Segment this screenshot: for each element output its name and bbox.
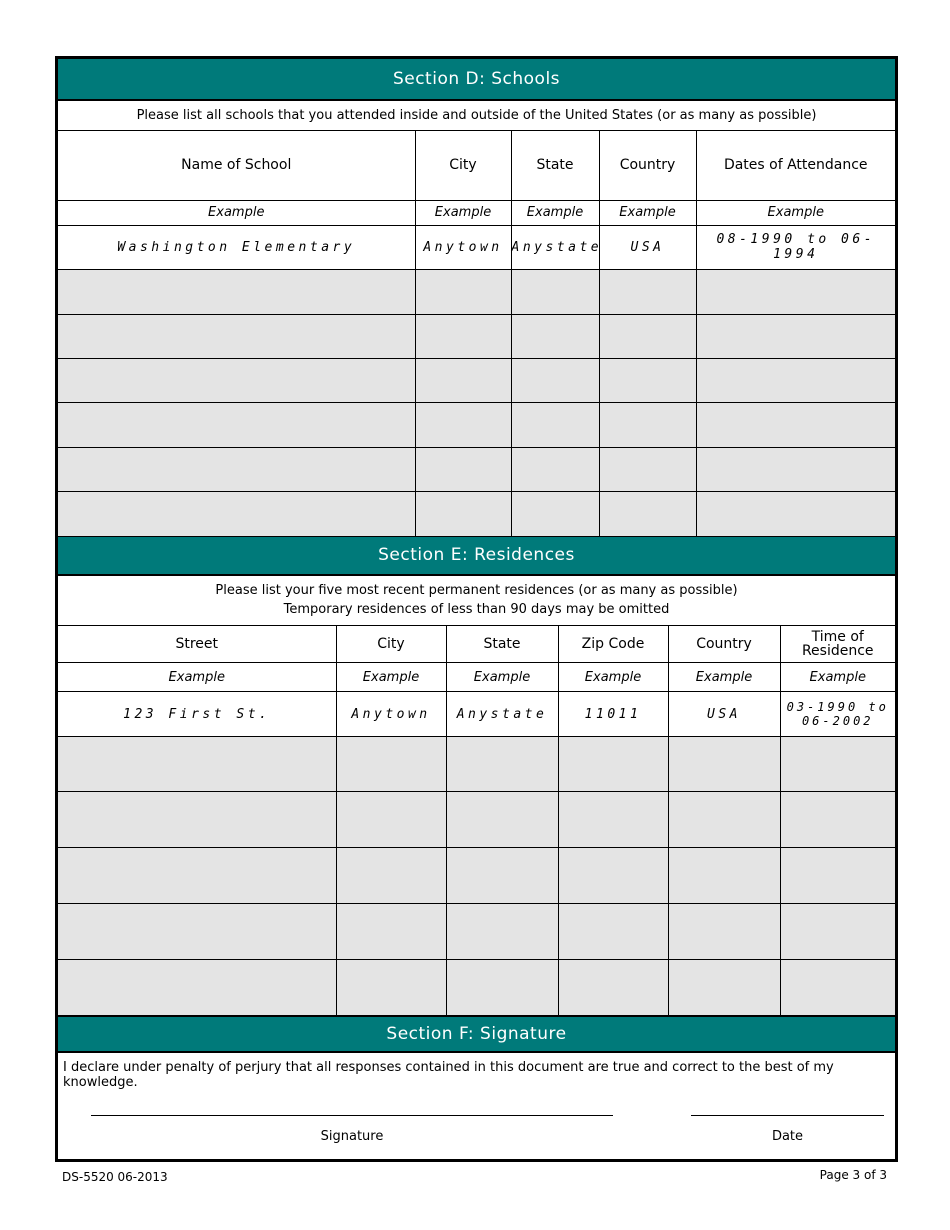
residence-zip-field[interactable]	[558, 737, 668, 792]
header-dates-of-attendance: Dates of Attendance	[696, 130, 895, 200]
residences-instruction-line2: Temporary residences of less than 90 days may be omitted	[283, 602, 670, 618]
residence-time-field[interactable]	[780, 792, 895, 848]
residence-state-field[interactable]	[446, 848, 558, 904]
school-country-field[interactable]	[599, 314, 696, 358]
table-row	[58, 269, 895, 314]
residence-country-field[interactable]	[668, 737, 780, 792]
school-city-field[interactable]	[415, 314, 511, 358]
school-dates-field[interactable]	[696, 358, 895, 402]
school-state-field[interactable]	[511, 314, 599, 358]
schools-table	[58, 101, 895, 537]
example-residence-street: 123 First St.	[58, 692, 336, 737]
school-country-field[interactable]	[599, 358, 696, 402]
example-school-state: Anystate	[511, 225, 599, 269]
residence-time-field[interactable]	[780, 960, 895, 1016]
table-row	[58, 358, 895, 402]
residence-city-field[interactable]	[336, 848, 446, 904]
header-zip-code: Zip Code	[558, 626, 668, 663]
example-school-dates: 08-1990 to 06-1994	[696, 225, 895, 269]
school-name-field[interactable]	[58, 402, 415, 447]
table-row	[58, 447, 895, 491]
residence-time-field[interactable]	[780, 904, 895, 960]
header-country: Country	[599, 130, 696, 200]
section-f-header	[58, 1016, 895, 1053]
example-residence-country: USA	[668, 692, 780, 737]
example-residence-state: Anystate	[446, 692, 558, 737]
example-school-name: Washington Elementary	[58, 225, 415, 269]
table-row	[58, 737, 895, 792]
school-dates-field[interactable]	[696, 402, 895, 447]
residence-zip-field[interactable]	[558, 904, 668, 960]
example-label: Example	[668, 663, 780, 692]
residence-country-field[interactable]	[668, 960, 780, 1016]
residence-time-field[interactable]	[780, 737, 895, 792]
example-school-city: Anytown	[415, 225, 511, 269]
school-country-field[interactable]	[599, 491, 696, 536]
example-residence-zip: 11011	[558, 692, 668, 737]
example-label: Example	[58, 663, 336, 692]
signature-line[interactable]	[91, 1115, 613, 1116]
residence-city-field[interactable]	[336, 904, 446, 960]
header-state: State	[511, 130, 599, 200]
form-page	[55, 56, 898, 1162]
declaration-text: I declare under penalty of perjury that all responses contained in this document are true and correct to the best of my knowledge.	[63, 1060, 834, 1090]
residence-zip-field[interactable]	[558, 792, 668, 848]
school-state-field[interactable]	[511, 402, 599, 447]
school-state-field[interactable]	[511, 447, 599, 491]
residence-city-field[interactable]	[336, 737, 446, 792]
school-name-field[interactable]	[58, 314, 415, 358]
table-row	[58, 491, 895, 536]
header-country: Country	[668, 626, 780, 663]
table-row	[58, 792, 895, 848]
school-state-field[interactable]	[511, 491, 599, 536]
school-name-field[interactable]	[58, 269, 415, 314]
schools-instruction: Please list all schools that you attended inside and outside of the United States (or as many as possible)	[58, 101, 895, 130]
table-row	[58, 402, 895, 447]
residence-street-field[interactable]	[58, 960, 336, 1016]
school-city-field[interactable]	[415, 491, 511, 536]
example-label: Example	[558, 663, 668, 692]
residence-street-field[interactable]	[58, 904, 336, 960]
residence-country-field[interactable]	[668, 848, 780, 904]
header-time-of-residence: Time of Residence	[780, 626, 895, 663]
school-dates-field[interactable]	[696, 491, 895, 536]
table-row	[58, 314, 895, 358]
header-city: City	[415, 130, 511, 200]
signature-box	[58, 1053, 895, 1163]
school-city-field[interactable]	[415, 402, 511, 447]
date-line[interactable]	[691, 1115, 884, 1116]
section-d-title: Section D: Schools	[392, 69, 561, 89]
section-e-title: Section E: Residences	[378, 545, 575, 565]
school-name-field[interactable]	[58, 491, 415, 536]
school-state-field[interactable]	[511, 269, 599, 314]
example-label: Example	[599, 200, 696, 225]
school-city-field[interactable]	[415, 358, 511, 402]
example-label: Example	[780, 663, 895, 692]
school-country-field[interactable]	[599, 269, 696, 314]
residence-state-field[interactable]	[446, 904, 558, 960]
school-name-field[interactable]	[58, 447, 415, 491]
example-label: Example	[511, 200, 599, 225]
example-label: Example	[336, 663, 446, 692]
example-school-country: USA	[599, 225, 696, 269]
example-label: Example	[58, 200, 415, 225]
residences-instruction	[58, 576, 895, 626]
residence-city-field[interactable]	[336, 792, 446, 848]
residence-state-field[interactable]	[446, 737, 558, 792]
header-street: Street	[58, 626, 336, 663]
school-state-field[interactable]	[511, 358, 599, 402]
example-residence-time: 03-1990 to 06-2002	[780, 692, 895, 737]
section-f-title: Section F: Signature	[386, 1024, 567, 1044]
header-name-of-school: Name of School	[58, 130, 415, 200]
residence-city-field[interactable]	[336, 960, 446, 1016]
school-dates-field[interactable]	[696, 269, 895, 314]
residences-instruction-line1: Please list your five most recent permanent residences (or as many as possible)	[215, 583, 738, 599]
school-country-field[interactable]	[599, 402, 696, 447]
residence-state-field[interactable]	[446, 960, 558, 1016]
example-label: Example	[446, 663, 558, 692]
example-label: Example	[415, 200, 511, 225]
page-number: Page 3 of 3	[819, 1168, 887, 1182]
table-row	[58, 904, 895, 960]
date-label: Date	[771, 1129, 804, 1144]
school-name-field[interactable]	[58, 358, 415, 402]
section-e-header	[58, 537, 895, 576]
residence-state-field[interactable]	[446, 792, 558, 848]
header-state: State	[446, 626, 558, 663]
residence-street-field[interactable]	[58, 737, 336, 792]
school-city-field[interactable]	[415, 447, 511, 491]
header-city: City	[336, 626, 446, 663]
table-row	[58, 848, 895, 904]
signature-label: Signature	[320, 1129, 384, 1144]
residence-country-field[interactable]	[668, 904, 780, 960]
residence-country-field[interactable]	[668, 792, 780, 848]
school-dates-field[interactable]	[696, 314, 895, 358]
school-city-field[interactable]	[415, 269, 511, 314]
example-residence-city: Anytown	[336, 692, 446, 737]
residence-zip-field[interactable]	[558, 960, 668, 1016]
residences-table	[58, 576, 895, 1017]
example-label: Example	[696, 200, 895, 225]
school-country-field[interactable]	[599, 447, 696, 491]
section-d-header	[58, 59, 895, 101]
residence-street-field[interactable]	[58, 792, 336, 848]
table-row	[58, 960, 895, 1016]
residence-zip-field[interactable]	[558, 848, 668, 904]
school-dates-field[interactable]	[696, 447, 895, 491]
form-id: DS-5520 06-2013	[62, 1170, 168, 1184]
residence-time-field[interactable]	[780, 848, 895, 904]
residence-street-field[interactable]	[58, 848, 336, 904]
